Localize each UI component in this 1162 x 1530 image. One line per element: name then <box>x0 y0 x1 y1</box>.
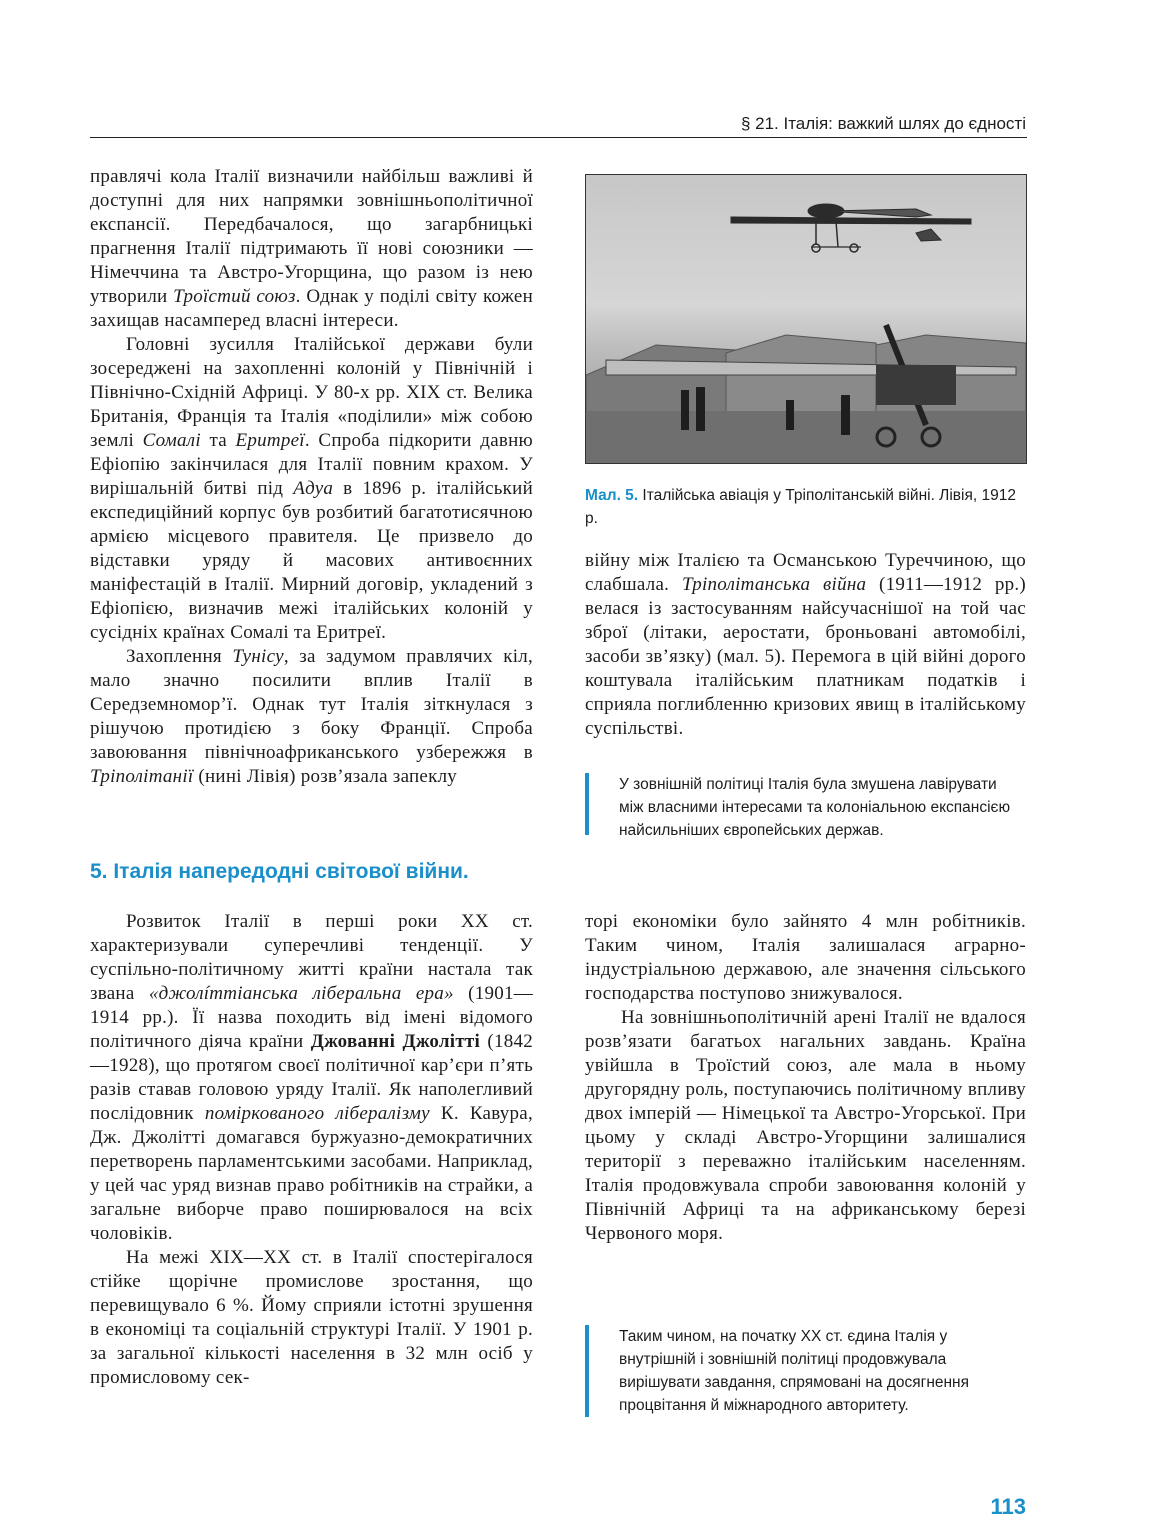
paragraph: війну між Італією та Османською Туреччиною, що слабшала. Тріполітанська війна (1911—1912 рр.) велася із застосуванням найсучаснішої на той час зброї (літаки, аеростати, броньовані автомобілі, засоби зв’язку) (мал. 5). Перемога в цій війні дорого коштувала італійським платникам податків і сприяла поглибленню кризових явищ в італійському суспільстві. <box>585 550 1026 739</box>
header-rule <box>90 137 1027 138</box>
page-number: 113 <box>990 1494 1026 1519</box>
paragraph: Розвиток Італії в перші роки XX ст. характеризували суперечливі тенденції. У суспільно-політичному житті країни настала так звана «джолíттіанська ліберальна ера» (1901—1914 рр.). Її назва походить від імені відомого політичного діяча країни Джованні Джолітті (1842—1928), що протягом своєї політичної кар’єри п’ять разів ставав головою уряду Італії. Як наполегливий послідовник поміркованого лібералізму К. Кавура, Дж. Джолітті домагався буржуазно-демократичних перетворень парламентськими засобами. Наприклад, у цей час уряд визнав право робітників на страйки, а загальне виборче право поширювалося на всіх чоловіків. <box>90 911 534 1244</box>
paragraph: На межі XIX—XX ст. в Італії спостерігалося стійке щорічне промислове зростання, що перевищувало 6 %. Йому сприяли істотні зрушення в економіці та соціальній структурі Італії. У 1901 р. за загальної кількості населення в 32 млн осіб у промисловому сек- <box>90 1247 533 1388</box>
callout-text: У зовнішній політиці Італія була змушена лавірувати між власними інтересами та колоніальною експансією найсильніших європейських держав. <box>619 776 1011 839</box>
figure-caption <box>585 484 1025 530</box>
running-head: § 21. Італія: важкий шлях до єдності <box>740 114 1026 133</box>
section-heading: 5. Італія напередодні світової війни. <box>90 860 469 883</box>
callout-box <box>585 1325 1025 1417</box>
airplane-photo-illustration <box>586 175 1026 463</box>
callout-box <box>585 773 1025 839</box>
paragraph: Головні зусилля Італійської держави були зосереджені на захопленні колоній у Північній і Північно-Східній Африці. У 80-х рр. XIX ст. Велика Британія, Франція та Італія «поділили» між собою землі Сомалі та Еритреї. Спроба підкорити давню Ефіопію закінчилася для Італії повним крахом. У вирішальній битві під Адуа в 1896 р. італійський експедиційний корпус був розбитий багатотисячною армією місцевого правителя. Це призвело до відставки уряду й масових антивоєнних маніфестацій в Італії. Мирний договір, укладений з Ефіопією, визначив межі італійських колоній у сусідніх країнах Сомалі та Еритреї. <box>90 334 533 643</box>
photo-airplane <box>585 174 1027 464</box>
paragraph: правлячі кола Італії визначили найбільш важливі й доступні для них напрямки зовнішньополітичної експансії. Передбачалося, що загарбницькі прагнення Італії підтримають її нові союзники — Німеччина та Австро-Угорщина, що разом із нею утворили Троїстий союз. Однак у поділі світу кожен захищав насамперед власні інтереси. <box>90 166 533 331</box>
right-column-top <box>585 549 1026 741</box>
figure-caption-text: Італійська авіація у Тріполітанській війні. Лівія, 1912 р. <box>585 487 1016 527</box>
right-column-bottom <box>585 910 1026 1246</box>
paragraph: На зовнішньополітичній арені Італії не вдалося розв’язати багатьох нагальних завдань. Країна увійшла в Троїстий союз, але мала в ньому другорядну роль, поступаючись політичному впливу двох імперій — Німецької та Австро-Угорської. При цьому у складі Австро-Угорщини залишалися території з переважно італійським населенням. Італія продовжувала спроби завоювання колоній у Північній Африці та на африканському березі Червоного моря. <box>585 1007 1026 1244</box>
paragraph: торі економіки було зайнято 4 млн робітників. Таким чином, Італія залишалася аграрно-індустріальною державою, але значення сільського господарства поступово знижувалося. <box>585 911 1026 1004</box>
left-column-top <box>90 165 533 789</box>
paragraph: Захоплення Тунісу, за задумом правлячих кіл, мало значно посилити вплив Італії в Середземномор’ї. Однак тут Італія зіткнулася з рішучою протидією з боку Франції. Спроба завоювання північноафриканського узбережжя в Тріполітанії (нині Лівія) розв’язала запеклу <box>90 646 533 787</box>
callout-text: Таким чином, на початку XX ст. єдина Італія у внутрішній і зовнішній політиці продовжувала вирішувати завдання, спрямовані на досягнення процвітання й міжнародного авторитету. <box>619 1328 970 1414</box>
left-column-bottom <box>90 910 533 1390</box>
figure-label: Мал. 5. <box>585 487 639 504</box>
